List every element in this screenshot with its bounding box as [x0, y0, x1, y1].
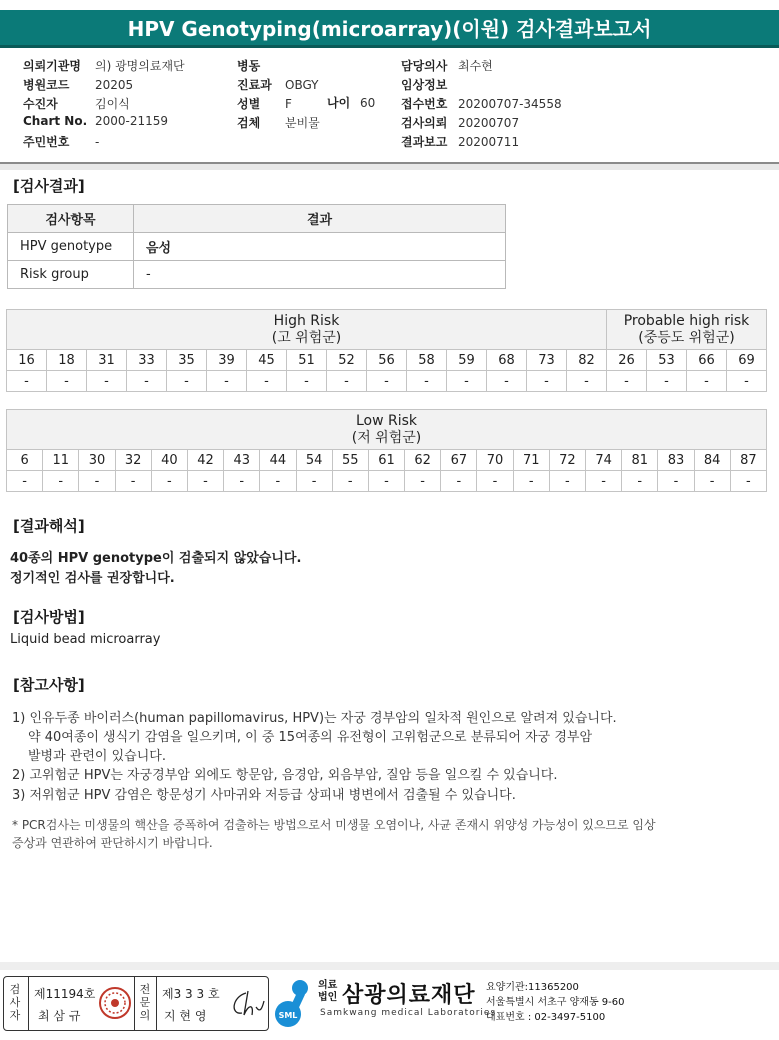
hpv-type-cell: 30: [79, 450, 115, 471]
hpv-type-cell: 72: [549, 450, 585, 471]
hpv-type-cell: 66: [687, 350, 727, 371]
hpv-type-cell: 11: [43, 450, 79, 471]
hpv-result-cell: -: [549, 471, 585, 492]
hpv-result-cell: -: [187, 471, 223, 492]
info-col1-value: 김이식: [95, 97, 130, 111]
hpv-result-cell: -: [567, 371, 607, 392]
hpv-result-cell: -: [332, 471, 368, 492]
result-table: [7, 204, 506, 289]
hpv-result-cell: -: [224, 471, 260, 492]
age-value: 60: [360, 96, 376, 110]
hpv-result-cell: -: [586, 471, 622, 492]
info-col1-label: 의뢰기관명: [23, 59, 81, 73]
reference-1b: 약 40여종이 생식기 감염을 일으키며, 이 중 15여종의 유전형이 고위험군으로 분류되어 자궁 경부암: [28, 730, 593, 745]
examiner-name: 최 삼 규: [38, 1009, 81, 1023]
hpv-type-cell: 81: [622, 450, 658, 471]
probable-risk-title-ko: (중등도 위험군): [638, 329, 735, 346]
section-method-title: [검사방법]: [13, 608, 85, 626]
hpv-type-cell: 59: [447, 350, 487, 371]
hpv-result-cell: -: [367, 371, 407, 392]
method-text: Liquid bead microarray: [10, 632, 161, 647]
hpv-type-cell: 83: [658, 450, 694, 471]
hpv-result-cell: -: [730, 471, 766, 492]
table-row: [8, 261, 506, 289]
lab-info: [486, 980, 625, 1025]
info-col3-value: 20200711: [458, 135, 520, 149]
info-col3-field: [401, 76, 458, 93]
hpv-type-cell: 32: [115, 450, 151, 471]
hpv-type-cell: 35: [167, 350, 207, 371]
info-col2-label: 검체: [237, 116, 261, 130]
hpv-type-cell: 87: [730, 450, 766, 471]
hpv-type-cell: 43: [224, 450, 260, 471]
hpv-result-cell: -: [115, 471, 151, 492]
specialist-label: 전 문 의: [139, 983, 151, 1022]
info-col3-field: [401, 95, 562, 112]
hpv-type-cell: 26: [607, 350, 647, 371]
reference-2: 2) 고위험군 HPV는 자궁경부암 외에도 항문암, 음경암, 외음부암, 질암 등을 일으킬 수 있습니다.: [12, 768, 558, 783]
low-risk-title-ko: (저 위험군): [351, 429, 422, 446]
probable-risk-title: Probable high risk: [623, 312, 750, 329]
info-col1-value: 의) 광명의료재단: [95, 59, 185, 73]
header-item: 검사항목: [8, 205, 134, 233]
hpv-result-cell: -: [658, 471, 694, 492]
info-col1-label: 주민번호: [23, 135, 70, 149]
high-risk-title-ko: (고 위험군): [271, 329, 342, 346]
hpv-result-cell: -: [694, 471, 730, 492]
hpv-type-cell: 74: [586, 450, 622, 471]
logo-small-text: 의료법인: [318, 980, 338, 1003]
hpv-type-cell: 70: [477, 450, 513, 471]
info-col3-value: 20200707: [458, 116, 520, 130]
info-col1-value: -: [95, 135, 100, 149]
hpv-type-cell: 31: [87, 350, 127, 371]
institution-logo: [272, 974, 512, 1034]
hpv-type-cell: 71: [513, 450, 549, 471]
info-col3-field: [401, 114, 519, 131]
section-interpretation-title: [결과해석]: [13, 517, 85, 535]
info-col1-field: [23, 133, 99, 150]
hpv-type-cell: 42: [187, 450, 223, 471]
hpv-result-cell: -: [151, 471, 187, 492]
hpv-result-cell: -: [447, 371, 487, 392]
hpv-result-cell: -: [607, 371, 647, 392]
info-col2-field: [237, 57, 285, 74]
hpv-result-cell: -: [207, 371, 247, 392]
info-col3-label: 접수번호: [401, 97, 448, 111]
hpv-result-cell: -: [79, 471, 115, 492]
high-risk-title: High Risk: [273, 312, 340, 329]
info-col1-label: 병원코드: [23, 78, 70, 92]
interpretation-line1: 40종의 HPV genotype이 검출되지 않았습니다.: [10, 551, 302, 566]
lab-phone: 대표번호 : 02-3497-5100: [486, 1012, 606, 1023]
hpv-type-cell: 55: [332, 450, 368, 471]
hpv-result-cell: -: [622, 471, 658, 492]
lab-address: 서울특별시 서초구 양재동 9-60: [486, 997, 625, 1008]
reference-3: 3) 저위험군 HPV 감염은 항문성기 사마귀와 저등급 상피내 병변에서 검출될 수 있습니다.: [12, 788, 516, 803]
low-risk-table: [6, 409, 767, 492]
hpv-result-cell: -: [7, 371, 47, 392]
info-col2-label: 성별: [237, 97, 261, 111]
age-label: 나이: [327, 96, 351, 110]
hpv-type-cell: 33: [127, 350, 167, 371]
probable-risk-header: [607, 310, 767, 350]
table-row: [8, 233, 506, 261]
hpv-result-cell: -: [368, 471, 404, 492]
info-col1-value: 2000-21159: [95, 114, 169, 128]
row-item: HPV genotype: [8, 233, 134, 261]
hpv-result-cell: -: [327, 371, 367, 392]
hpv-type-cell: 62: [405, 450, 441, 471]
reference-1a: 1) 인유두종 바이러스(human papillomavirus, HPV)는 자궁 경부암의 일차적 원인으로 알려져 있습니다.: [12, 711, 617, 726]
hpv-result-cell: -: [260, 471, 296, 492]
section-reference-title: [참고사항]: [13, 676, 85, 694]
signature-box: [3, 976, 269, 1031]
hpv-type-cell: 18: [47, 350, 87, 371]
sml-logo-icon: [272, 978, 316, 1028]
info-col2-value: 분비물: [285, 116, 320, 130]
info-col3-label: 결과보고: [401, 135, 448, 149]
logo-badge-text: SML: [278, 1011, 298, 1020]
hpv-type-cell: 73: [527, 350, 567, 371]
info-col2-field: [237, 76, 319, 93]
row-item: Risk group: [8, 261, 134, 289]
low-risk-title: Low Risk: [355, 412, 418, 429]
seal-icon: [98, 986, 132, 1020]
hpv-result-cell: -: [513, 471, 549, 492]
info-col2-label: 진료과: [237, 78, 272, 92]
info-col2-value: F: [285, 97, 292, 111]
info-col2-value: OBGY: [285, 78, 319, 92]
hpv-result-cell: -: [247, 371, 287, 392]
interpretation-line2: 정기적인 검사를 권장합니다.: [10, 571, 175, 586]
section-result-title: [검사결과]: [13, 177, 85, 195]
info-col1-value: 20205: [95, 78, 134, 92]
hpv-result-cell: -: [527, 371, 567, 392]
hpv-result-cell: -: [167, 371, 207, 392]
logo-name: 삼광의료재단: [342, 983, 476, 1008]
row-result: 음성: [134, 233, 506, 261]
logo-english: Samkwang medical Laboratories: [320, 1008, 497, 1018]
hpv-type-cell: 82: [567, 350, 607, 371]
specialist-license: 제3 3 3 호: [162, 987, 220, 1001]
hpv-type-cell: 61: [368, 450, 404, 471]
hpv-type-cell: 58: [407, 350, 447, 371]
age-field: [327, 94, 375, 111]
info-col1-label: Chart No.: [23, 114, 88, 128]
hpv-result-cell: -: [477, 471, 513, 492]
hpv-type-cell: 56: [367, 350, 407, 371]
info-col3-label: 임상정보: [401, 78, 448, 92]
hpv-type-cell: 54: [296, 450, 332, 471]
hpv-type-cell: 68: [487, 350, 527, 371]
hpv-result-cell: -: [647, 371, 687, 392]
hpv-type-cell: 51: [287, 350, 327, 371]
hpv-result-cell: -: [727, 371, 767, 392]
info-col1-field: [23, 76, 133, 93]
hpv-type-cell: 52: [327, 350, 367, 371]
reference-1c: 발병과 관련이 있습니다.: [28, 749, 166, 764]
signature-icon: [226, 987, 266, 1021]
note-line2: 증상과 연관하여 판단하시기 바랍니다.: [12, 836, 213, 850]
hpv-type-cell: 39: [207, 350, 247, 371]
hpv-result-cell: -: [487, 371, 527, 392]
divider: [0, 164, 779, 170]
examiner-label: 검 사 자: [9, 983, 21, 1022]
hpv-result-cell: -: [7, 471, 43, 492]
note-line1: * PCR검사는 미생물의 핵산을 증폭하여 검출하는 방법으로서 미생물 오염이나, 사균 존재시 위양성 가능성이 있으므로 임상: [12, 818, 656, 832]
hpv-type-cell: 45: [247, 350, 287, 371]
hpv-result-cell: -: [407, 371, 447, 392]
high-risk-table: [6, 309, 767, 392]
report-title: HPV Genotyping(microarray)(이원) 검사결과보고서: [0, 10, 779, 48]
hpv-result-cell: -: [287, 371, 327, 392]
hpv-type-cell: 44: [260, 450, 296, 471]
high-risk-header: [7, 310, 607, 350]
hpv-type-cell: 53: [647, 350, 687, 371]
hpv-type-cell: 16: [7, 350, 47, 371]
hpv-type-cell: 40: [151, 450, 187, 471]
hpv-type-cell: 84: [694, 450, 730, 471]
info-col3-field: [401, 133, 519, 150]
info-col1-field: [23, 114, 168, 128]
examiner-license: 제11194호: [34, 987, 96, 1001]
specialist-name: 지 현 영: [164, 1009, 207, 1023]
info-col1-field: [23, 57, 185, 74]
info-col3-field: [401, 57, 493, 74]
patient-info: [0, 52, 779, 164]
hpv-result-cell: -: [405, 471, 441, 492]
low-risk-header: [7, 410, 767, 450]
info-col1-label: 수진자: [23, 97, 58, 111]
hpv-result-cell: -: [43, 471, 79, 492]
row-result: -: [134, 261, 506, 289]
info-col1-field: [23, 95, 130, 112]
hpv-result-cell: -: [296, 471, 332, 492]
hpv-result-cell: -: [87, 371, 127, 392]
info-col2-field: [237, 95, 292, 112]
hpv-type-cell: 67: [441, 450, 477, 471]
hpv-result-cell: -: [687, 371, 727, 392]
footer-divider: [0, 962, 779, 970]
hpv-type-cell: 6: [7, 450, 43, 471]
info-col3-label: 담당의사: [401, 59, 448, 73]
lab-code: 요양기관:11365200: [486, 982, 579, 993]
header-result: 결과: [134, 205, 506, 233]
hpv-result-cell: -: [47, 371, 87, 392]
hpv-result-cell: -: [127, 371, 167, 392]
info-col3-value: 20200707-34558: [458, 97, 562, 111]
info-col2-field: [237, 114, 320, 131]
hpv-result-cell: -: [441, 471, 477, 492]
hpv-type-cell: 69: [727, 350, 767, 371]
info-col2-label: 병동: [237, 59, 261, 73]
info-col3-label: 검사의뢰: [401, 116, 448, 130]
info-col3-value: 최수현: [458, 59, 493, 73]
